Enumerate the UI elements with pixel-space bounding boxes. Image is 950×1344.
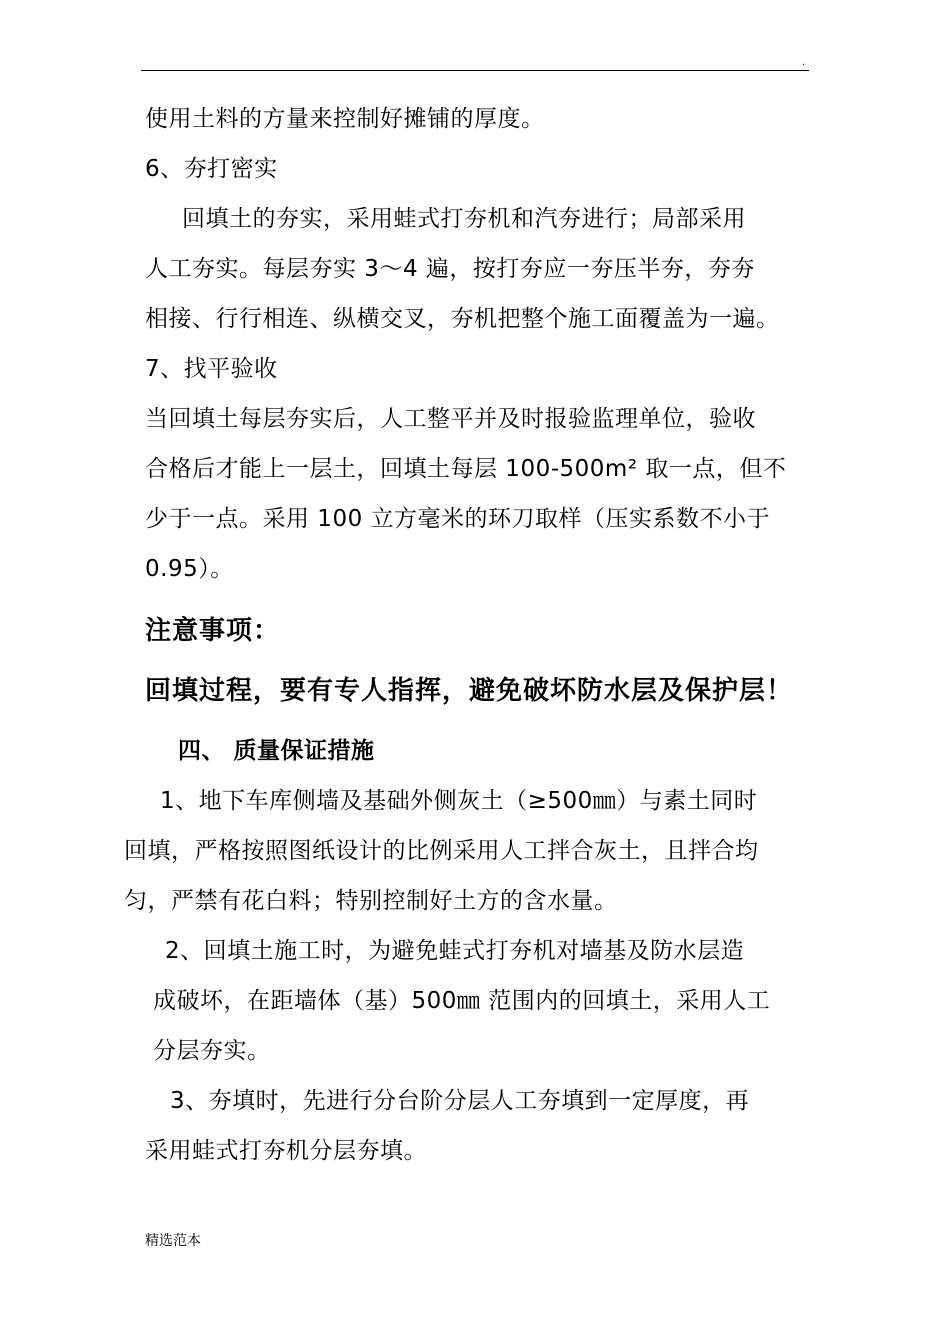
text-line: 人工夯实。每层夯实 3～4 遍，按打夯应一夯压半夯，夯夯 (145, 256, 755, 282)
section-heading-4: 四、 质量保证措施 (178, 738, 375, 764)
footer-text: 精选范本 (145, 1233, 201, 1249)
header-rule (141, 70, 809, 71)
text-line: 分层夯实。 (153, 1038, 271, 1064)
text-line: 0.95）。 (145, 556, 234, 582)
text-line: 当回填土每层夯实后，人工整平并及时报验监理单位，验收 (145, 406, 756, 432)
text-line: 成破坏，在距墙体（基）500㎜ 范围内的回填土，采用人工 (153, 988, 771, 1014)
text-line: 使用土料的方量来控制好摊铺的厚度。 (145, 106, 545, 132)
section-heading-7: 7、找平验收 (145, 356, 278, 382)
text-line: 2、回填土施工时，为避免蛙式打夯机对墙基及防水层造 (165, 938, 745, 964)
text-line: 回填，严格按照图纸设计的比例采用人工拌合灰土，且拌合均 (124, 838, 759, 864)
text-line: 采用蛙式打夯机分层夯填。 (145, 1138, 427, 1164)
text-line: 匀，严禁有花白料；特别控制好土方的含水量。 (124, 888, 618, 914)
text-line: 回填土的夯实，采用蛙式打夯机和汽夯进行；局部采用 (182, 206, 746, 232)
text-line: 1、地下车库侧墙及基础外侧灰土（≥500㎜）与素土同时 (160, 788, 758, 814)
text-line: 合格后才能上一层土，回填土每层 100-500m² 取一点，但不 (145, 456, 787, 482)
text-line: 少于一点。采用 100 立方毫米的环刀取样（压实系数不小于 (145, 506, 771, 532)
text-line: 3、夯填时，先进行分台阶分层人工夯填到一定厚度，再 (170, 1088, 750, 1114)
header-dot: . (802, 57, 806, 68)
notice-text: 回填过程，要有专人指挥，避免破坏防水层及保护层！ (145, 676, 794, 706)
notice-heading: 注意事项： (145, 616, 281, 646)
text-line: 相接、行行相连、纵横交叉，夯机把整个施工面覆盖为一遍。 (145, 306, 780, 332)
section-heading-6: 6、夯打密实 (145, 156, 278, 182)
